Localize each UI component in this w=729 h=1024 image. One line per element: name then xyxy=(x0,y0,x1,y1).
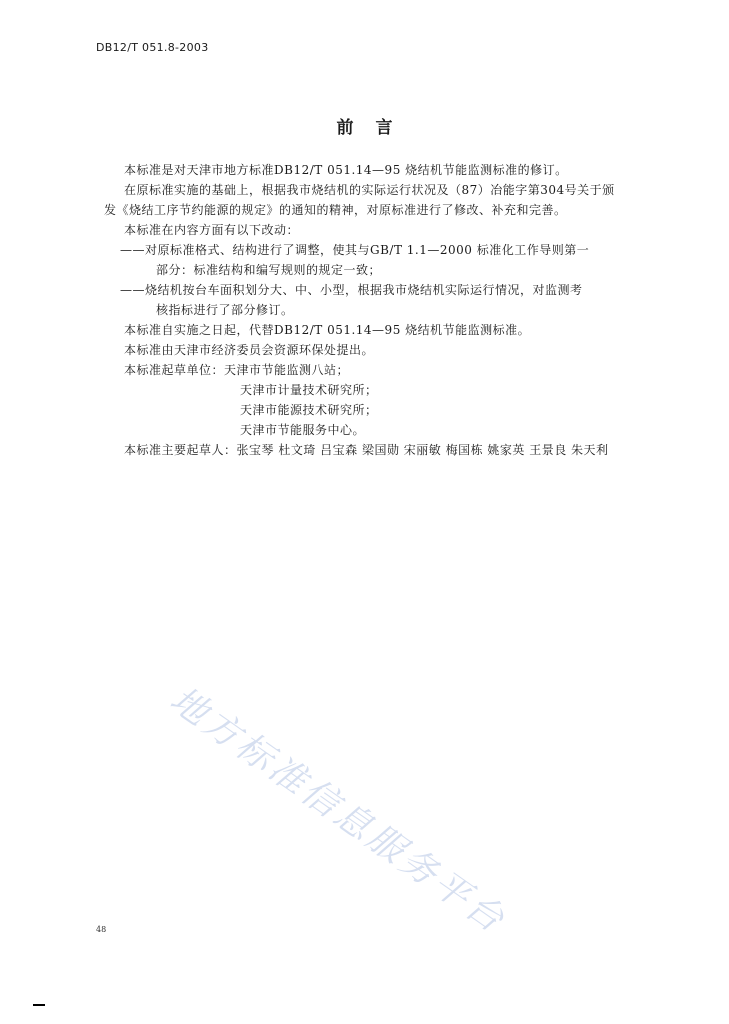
paragraph-line: 发《烧结工序节约能源的规定》的通知的精神，对原标准进行了修改、补充和完善。 xyxy=(104,203,567,217)
list-item-line: ——烧结机按台车面积划分大、中、小型，根据我市烧结机实际运行情况，对监测考 xyxy=(120,283,583,297)
watermark: 地方标准信息服务平台 xyxy=(162,679,514,943)
document-code: DB12/T 051.8-2003 xyxy=(96,41,209,54)
drafters-line: 本标准主要起草人：张宝琴 杜文琦 吕宝森 梁国勋 宋丽敏 梅国栋 姚家英 王景良 朱天利 xyxy=(124,443,609,457)
drafting-unit-line: 本标准起草单位：天津市节能监测八站； xyxy=(124,363,350,377)
list-item-line: 部分：标准结构和编写规则的规定一致； xyxy=(156,263,382,277)
drafting-unit-line: 天津市节能服务中心。 xyxy=(240,423,366,437)
drafting-unit-line: 天津市能源技术研究所； xyxy=(240,403,378,417)
list-item-line: 核指标进行了部分修订。 xyxy=(156,303,294,317)
scan-mark xyxy=(33,1004,45,1006)
paragraph-line: 本标准由天津市经济委员会资源环保处提出。 xyxy=(124,343,375,357)
paragraph-line: 在原标准实施的基础上，根据我市烧结机的实际运行状况及（87）冶能字第304号关于颁 xyxy=(124,183,615,197)
drafting-unit-line: 天津市计量技术研究所； xyxy=(240,383,378,397)
paragraph-line: 本标准自实施之日起，代替DB12/T 051.14—95 烧结机节能监测标准。 xyxy=(124,323,531,337)
paragraph-line: 本标准在内容方面有以下改动： xyxy=(124,223,300,237)
page-title: 前言 xyxy=(336,118,415,138)
paragraph-line: 本标准是对天津市地方标准DB12/T 051.14—95 烧结机节能监测标准的修订。 xyxy=(124,163,568,177)
foreword-body xyxy=(104,160,674,460)
page-number: 48 xyxy=(96,925,107,934)
list-item-line: ——对原标准格式、结构进行了调整，使其与GB/T 1.1—2000 标准化工作导则第一 xyxy=(120,243,590,257)
